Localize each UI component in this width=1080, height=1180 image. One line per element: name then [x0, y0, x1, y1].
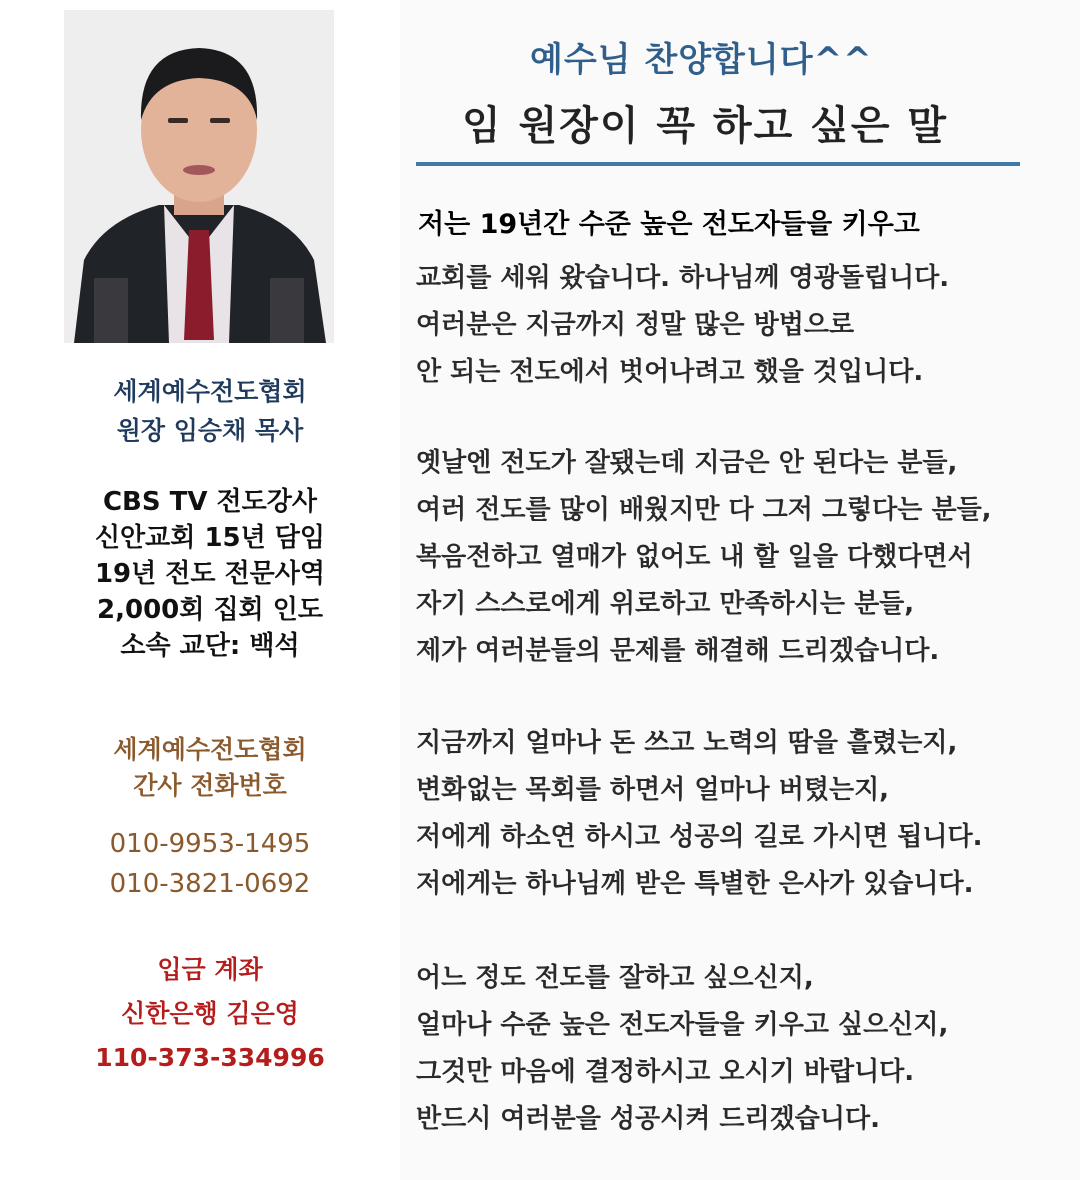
paragraph-line: 지금까지 얼마나 돈 쓰고 노력의 땀을 흘렸는지,: [416, 728, 958, 758]
paragraph-line: 얼마나 수준 높은 전도자들을 키우고 싶으신지,: [416, 1010, 949, 1040]
contact-label: 간사 전화번호: [133, 771, 287, 800]
portrait-photo: [64, 10, 334, 343]
account-number: 110-373-334996: [95, 1043, 325, 1072]
contact-org-name: 세계예수전도협회: [113, 735, 307, 764]
paragraph-4: [416, 955, 948, 1143]
paragraph-1: [416, 255, 949, 396]
paragraph-line: 복음전하고 열매가 없어도 내 할 일을 다했다면서: [416, 542, 973, 572]
credential-item: CBS TV 전도강사: [102, 487, 318, 517]
director-name: 원장 임승채 목사: [116, 416, 304, 445]
paragraph-line: 제가 여러분들의 문제를 해결해 드리겠습니다.: [416, 636, 940, 666]
paragraph-2: [416, 440, 992, 675]
paragraph-line: 자기 스스로에게 위로하고 만족하시는 분들,: [416, 589, 915, 619]
credential-item: 2,000회 집회 인도: [97, 595, 323, 625]
paragraph-3: [416, 720, 983, 908]
phone-number[interactable]: 010-3821-0692: [109, 869, 311, 899]
page-title: 임 원장이 꼭 하고 싶은 말: [462, 103, 949, 149]
credential-item: 19년 전도 전문사역: [94, 559, 326, 589]
paragraph-line: 교회를 세워 왔습니다. 하나님께 영광돌립니다.: [416, 263, 950, 293]
phone-list: [20, 824, 400, 904]
portrait-illustration: [64, 10, 334, 343]
account-info: [20, 948, 400, 1080]
paragraph-line: 그것만 마음에 결정하시고 오시기 바랍니다.: [416, 1057, 915, 1087]
paragraph-line: 반드시 여러분을 성공시켜 드리겠습니다.: [416, 1104, 881, 1134]
paragraph-line: 저에게 하소연 하시고 성공의 길로 가시면 됩니다.: [416, 822, 983, 852]
paragraph-line: 옛날엔 전도가 잘됐는데 지금은 안 된다는 분들,: [416, 448, 958, 478]
org-title: [20, 372, 400, 450]
subtitle: 예수님 찬양합니다^^: [530, 40, 873, 80]
paragraph-line: 여러분은 지금까지 정말 많은 방법으로: [416, 310, 855, 340]
credential-item: 소속 교단: 백석: [120, 631, 300, 661]
message-panel: [400, 0, 1080, 1180]
account-bank-holder: 신한은행 김은영: [121, 999, 299, 1028]
phone-number[interactable]: 010-9953-1495: [109, 829, 311, 859]
lead-sentence: 저는 19년간 수준 높은 전도자들을 키우고: [418, 209, 920, 240]
paragraph-line: 안 되는 전도에서 벗어나려고 했을 것입니다.: [416, 357, 924, 387]
credentials-list: [20, 484, 400, 664]
paragraph-line: 여러 전도를 많이 배웠지만 다 그저 그렇다는 분들,: [416, 495, 992, 525]
credential-item: 신안교회 15년 담임: [94, 523, 326, 553]
contact-heading: [20, 732, 400, 804]
paragraph-line: 어느 정도 전도를 잘하고 싶으신지,: [416, 963, 814, 993]
account-label: 입금 계좌: [157, 955, 263, 984]
title-divider: [416, 162, 1020, 166]
paragraph-line: 변화없는 목회를 하면서 얼마나 버텼는지,: [416, 775, 890, 805]
org-name: 세계예수전도협회: [113, 377, 307, 406]
paragraph-line: 저에게는 하나님께 받은 특별한 은사가 있습니다.: [416, 869, 974, 899]
